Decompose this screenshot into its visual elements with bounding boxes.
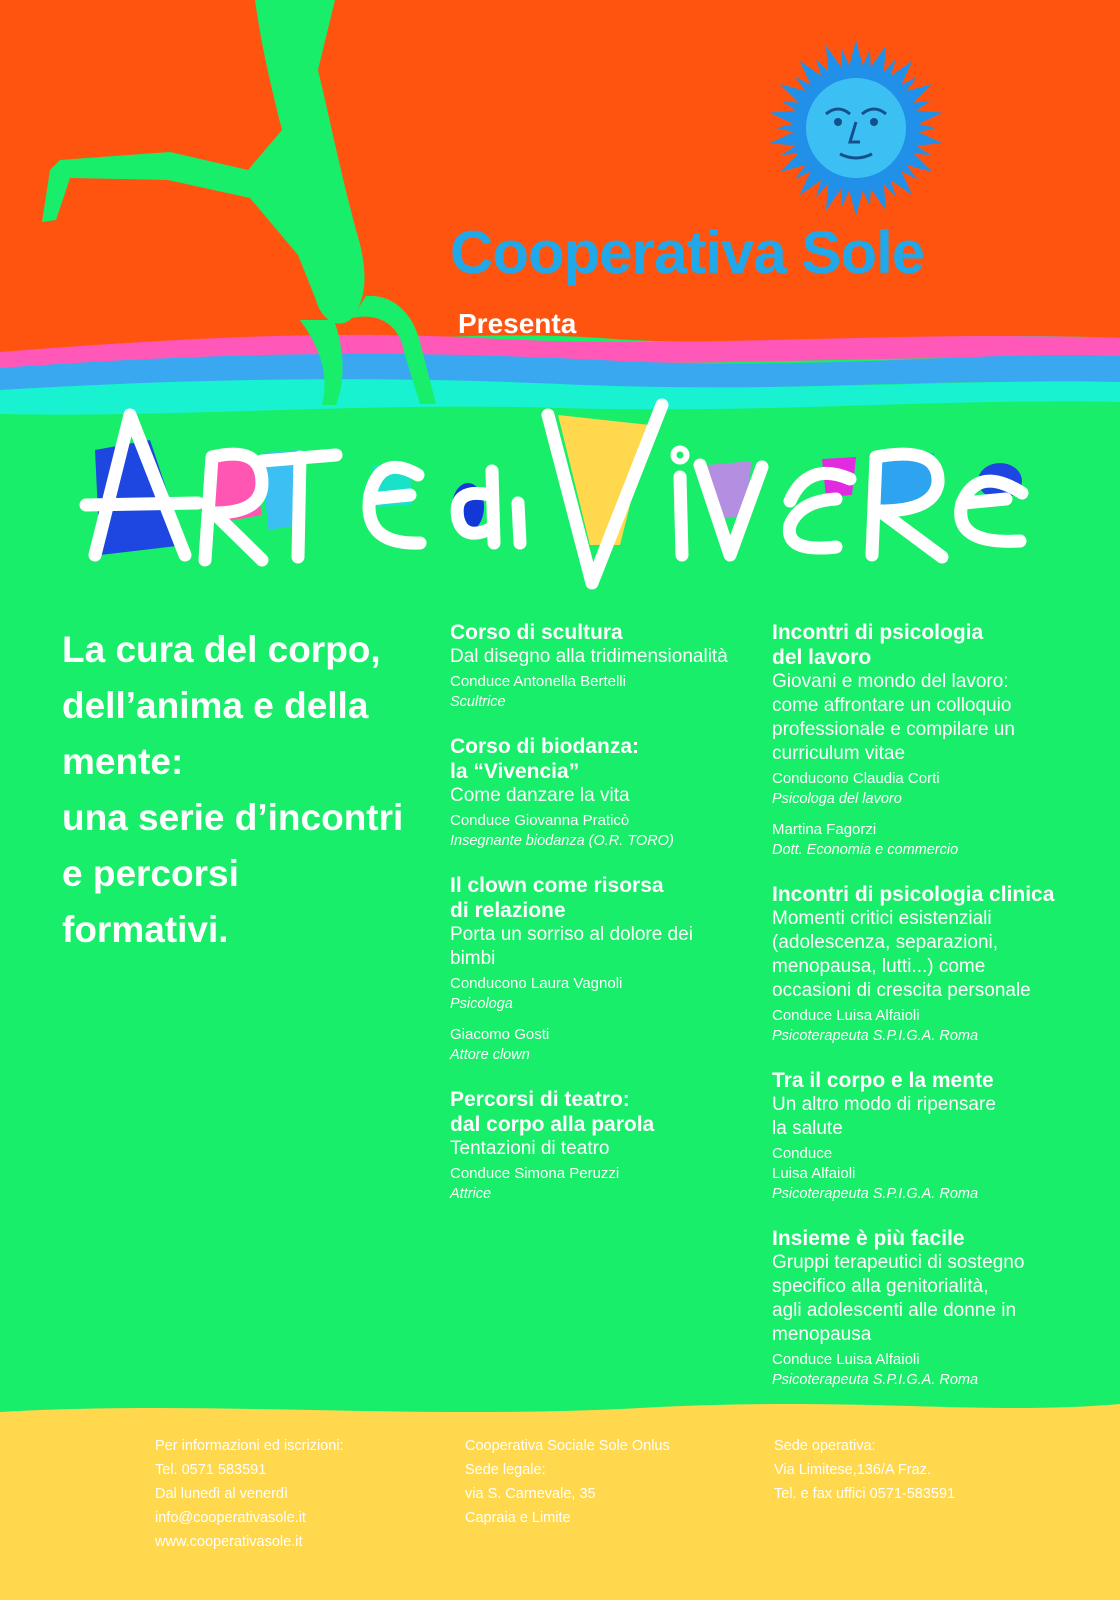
- course-title: la “Vivencia”: [450, 760, 580, 783]
- course-title: Corso di scultura: [450, 621, 623, 644]
- course-subtitle: menopausa: [772, 1324, 872, 1345]
- footer-website-link[interactable]: www.cooperativasole.it: [155, 1534, 303, 1550]
- course-leader: Luisa Alfaioli: [772, 1165, 856, 1182]
- course-leader: Conduce Luisa Alfaioli: [772, 1007, 920, 1024]
- course-subtitle: Porta un sorriso al dolore dei: [450, 924, 693, 945]
- course-clown: [450, 873, 760, 1065]
- tagline-line: La cura del corpo,: [62, 629, 381, 670]
- course-subtitle: bimbi: [450, 948, 496, 969]
- course-leader-role: Psicoterapeuta S.P.I.G.A. Roma: [772, 1372, 979, 1388]
- footer-line: Cooperativa Sociale Sole Onlus: [465, 1438, 670, 1454]
- course-title: del lavoro: [772, 646, 872, 669]
- course-title: dal corpo alla parola: [450, 1113, 655, 1136]
- course-leader: Conduce Giovanna Praticò: [450, 812, 630, 829]
- course-teatro: [450, 1087, 760, 1204]
- course-psicologia-lavoro: [772, 620, 1102, 860]
- course-leader: Giacomo Gosti: [450, 1026, 550, 1043]
- footer-line: Sede operativa:: [774, 1438, 876, 1454]
- course-subtitle: la salute: [772, 1118, 843, 1139]
- course-title: Insieme è più facile: [772, 1227, 965, 1250]
- footer-phone[interactable]: Tel. 0571 583591: [155, 1462, 267, 1478]
- course-subtitle: agli adolescenti alle donne in: [772, 1300, 1017, 1321]
- course-subtitle: professionale e compilare un: [772, 719, 1015, 740]
- footer-operations: [774, 1434, 955, 1506]
- course-subtitle: Un altro modo di ripensare: [772, 1094, 996, 1115]
- tagline-line: e percorsi: [62, 853, 239, 894]
- course-leader-role: Psicoterapeuta S.P.I.G.A. Roma: [772, 1028, 979, 1044]
- course-title: di relazione: [450, 899, 566, 922]
- course-psicologia-clinica: [772, 882, 1102, 1046]
- footer-line: Dal lunedì al venerdì: [155, 1486, 288, 1502]
- course-title: Incontri di psicologia: [772, 621, 984, 644]
- course-leader-role: Scultrice: [450, 694, 506, 710]
- course-subtitle: Giovani e mondo del lavoro:: [772, 671, 1009, 692]
- course-title: Percorsi di teatro:: [450, 1088, 630, 1111]
- course-leader-role: Attore clown: [450, 1047, 530, 1063]
- course-subtitle: come affrontare un colloquio: [772, 695, 1012, 716]
- tagline-line: una serie d’incontri: [62, 797, 404, 838]
- footer-line: Per informazioni ed iscrizioni:: [155, 1438, 344, 1454]
- course-corpo-mente: [772, 1068, 1102, 1204]
- course-scultura: [450, 620, 760, 712]
- course-subtitle: Tentazioni di teatro: [450, 1138, 610, 1159]
- course-leader: Conduce: [772, 1145, 833, 1162]
- footer-legal: [465, 1434, 670, 1530]
- organization-name: Cooperativa Sole: [450, 219, 925, 286]
- footer-line: via S. Carnevale, 35: [465, 1486, 596, 1502]
- course-title: Il clown come risorsa: [450, 874, 664, 897]
- course-title: Corso di biodanza:: [450, 735, 639, 758]
- course-leader-role: Psicologa del lavoro: [772, 791, 902, 807]
- course-subtitle: occasioni di crescita personale: [772, 980, 1031, 1001]
- course-leader-role: Dott. Economia e commercio: [772, 842, 959, 858]
- course-leader: Martina Fagorzi: [772, 821, 877, 838]
- course-subtitle: menopausa, lutti...) come: [772, 956, 986, 977]
- course-leader: Conduce Antonella Bertelli: [450, 673, 626, 690]
- course-title: Tra il corpo e la mente: [772, 1069, 994, 1092]
- course-leader-role: Insegnante biodanza (O.R. TORO): [450, 833, 674, 849]
- course-subtitle: Come danzare la vita: [450, 785, 630, 806]
- course-biodanza: [450, 734, 760, 851]
- footer-phone[interactable]: Tel. e fax uffici 0571-583591: [774, 1486, 956, 1502]
- course-leader: Conducono Laura Vagnoli: [450, 975, 623, 992]
- course-subtitle: curriculum vitae: [772, 743, 906, 764]
- footer-line: Sede legale:: [465, 1462, 546, 1478]
- footer-contact: [155, 1434, 344, 1554]
- course-leader: Conduce Simona Peruzzi: [450, 1165, 620, 1182]
- footer-line: Via Limitese,136/A Fraz.: [774, 1462, 931, 1478]
- course-leader-role: Attrice: [450, 1186, 492, 1202]
- course-leader: Conducono Claudia Corti: [772, 770, 940, 787]
- tagline: [62, 622, 442, 958]
- courses-column-right: [772, 620, 1102, 1412]
- course-subtitle: Momenti critici esistenziali: [772, 908, 992, 929]
- courses-column-middle: [450, 620, 760, 1226]
- course-leader-role: Psicoterapeuta S.P.I.G.A. Roma: [772, 1186, 979, 1202]
- poster-title: [0, 395, 1120, 605]
- course-subtitle: Dal disegno alla tridimensionalità: [450, 646, 728, 667]
- tagline-line: dell’anima e della: [62, 685, 369, 726]
- course-subtitle: specifico alla genitorialità,: [772, 1276, 989, 1297]
- course-title: Incontri di psicologia clinica: [772, 883, 1055, 906]
- course-insieme: [772, 1226, 1102, 1390]
- tagline-line: formativi.: [62, 909, 229, 950]
- course-subtitle: Gruppi terapeutici di sostegno: [772, 1252, 1025, 1273]
- footer-line: Capraia e Limite: [465, 1510, 571, 1526]
- course-leader: Conduce Luisa Alfaioli: [772, 1351, 920, 1368]
- tagline-line: mente:: [62, 741, 184, 782]
- course-leader-role: Psicologa: [450, 996, 513, 1012]
- course-subtitle: (adolescenza, separazioni,: [772, 932, 999, 953]
- footer-email-link[interactable]: info@cooperativasole.it: [155, 1510, 306, 1526]
- presenta-label: Presenta: [458, 308, 577, 339]
